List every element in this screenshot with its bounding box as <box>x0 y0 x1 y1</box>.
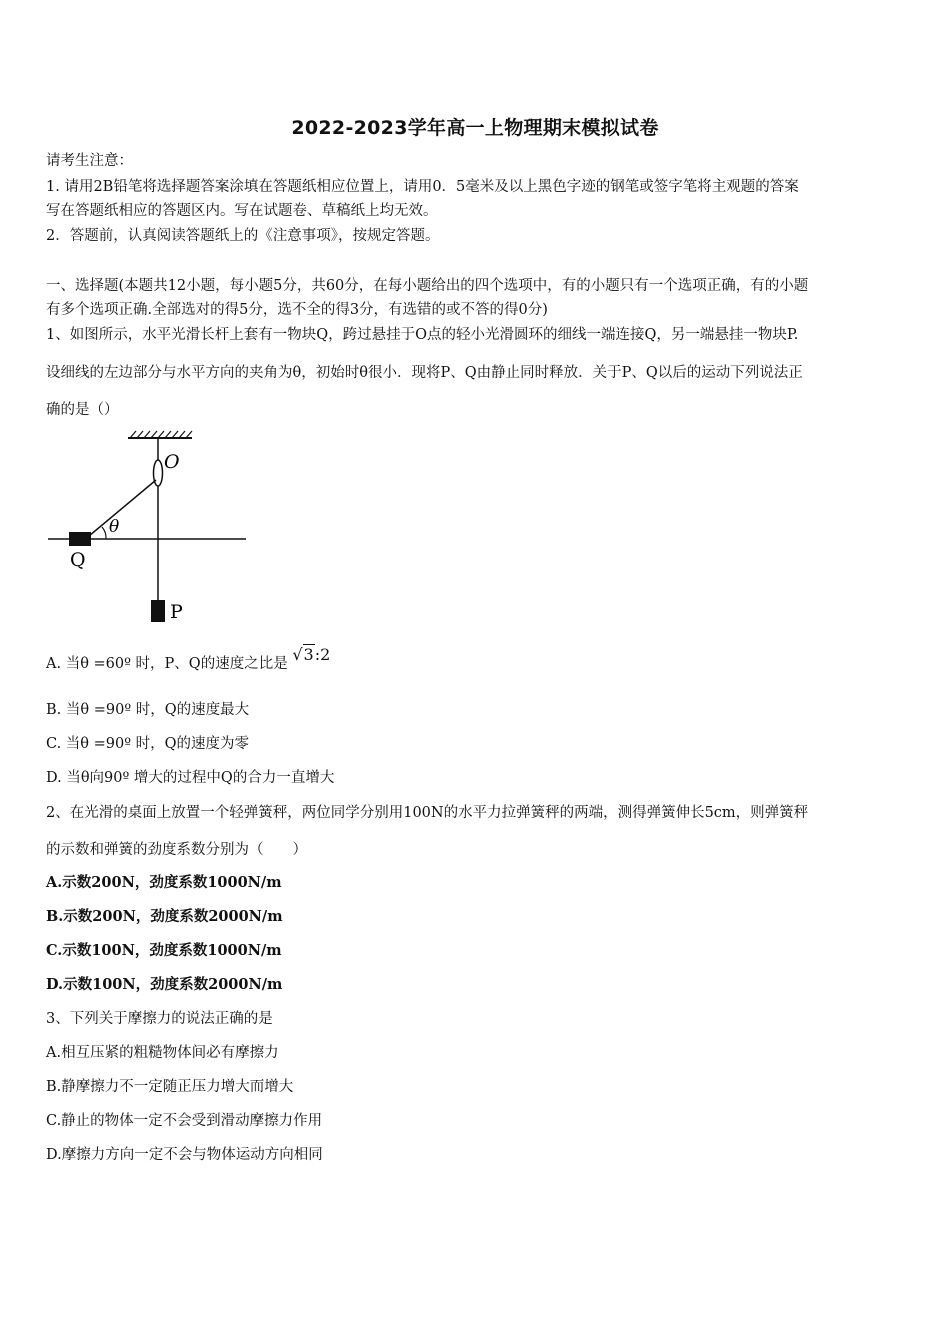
option-a-text: A. 当θ =60º 时，P、Q的速度之比是 <box>46 656 288 672</box>
notice-item-1-line-1: 1. 请用2B铅笔将选择题答案涂填在答题纸相应位置上，请用0．5毫米及以上黑色字迹的钢笔或签字笔将主观题的答案 <box>46 179 799 195</box>
page-title: 2022-2023学年高一上物理期末模拟试卷 <box>291 117 659 139</box>
question-3-option-a: A.相互压紧的粗糙物体间必有摩擦力 <box>46 1045 279 1061</box>
ring <box>154 460 163 486</box>
question-3-option-b: B.静摩擦力不一定随正压力增大而增大 <box>46 1079 294 1095</box>
question-1-option-c: C. 当θ =90º 时，Q的速度为零 <box>46 736 250 752</box>
ratio-rest: :2 <box>314 645 331 664</box>
question-2-stem-line-1: 2、在光滑的桌面上放置一个轻弹簧秤，两位同学分别用100N的水平力拉弹簧秤的两端，测得弹簧伸长5cm，则弹簧秤 <box>46 805 809 821</box>
question-2-option-d: D.示数100N，劲度系数2000N/m <box>46 976 283 993</box>
question-3-stem: 3、下列关于摩擦力的说法正确的是 <box>46 1011 273 1027</box>
label-theta: θ <box>109 517 120 537</box>
question-2-stem-line-2: 的示数和弹簧的劲度系数分别为（ ） <box>46 842 307 858</box>
ceiling-hatching <box>130 431 192 438</box>
sqrt-ratio: √3:2 <box>292 645 331 664</box>
question-1-option-b: B. 当θ =90º 时，Q的速度最大 <box>46 702 250 718</box>
question-1-stem-line-1: 1、如图所示，水平光滑长杆上套有一物块Q，跨过悬挂于O点的轻小光滑圆环的细线一端连接Q，另一端悬挂一物块P. <box>46 327 799 343</box>
block-q <box>69 532 91 546</box>
label-o: O <box>164 451 180 473</box>
label-q: Q <box>70 549 86 571</box>
label-p: P <box>170 601 183 623</box>
question-1-option-d: D. 当θ向90º 增大的过程中Q的合力一直增大 <box>46 770 335 786</box>
sqrt-radicand: 3 <box>303 645 314 664</box>
notice-item-1-line-2: 写在答题纸相应的答题区内。写在试题卷、草稿纸上均无效。 <box>46 203 438 219</box>
question-2-option-b: B.示数200N，劲度系数2000N/m <box>46 908 283 925</box>
question-1-stem-line-2: 设细线的左边部分与水平方向的夹角为θ，初始时θ很小．现将P、Q由静止同时释放．关于P、Q以后的运动下列说法正 <box>46 365 803 381</box>
question-2-option-c: C.示数100N，劲度系数1000N/m <box>46 942 282 959</box>
string-to-q <box>89 480 156 536</box>
section-instructions-line-1: 一、选择题(本题共12小题，每小题5分，共60分，在每小题给出的四个选项中，有的小题只有一个选项正确，有的小题 <box>46 278 809 294</box>
block-p <box>151 600 165 622</box>
pulley-diagram <box>44 428 254 628</box>
question-3-option-d: D.摩擦力方向一定不会与物体运动方向相同 <box>46 1147 323 1163</box>
question-1-stem-line-3: 确的是（） <box>46 402 119 418</box>
angle-arc <box>102 527 106 539</box>
notice-heading: 请考生注意： <box>46 153 133 169</box>
section-instructions-line-2: 有多个选项正确.全部选对的得5分，选不全的得3分，有选错的或不答的得0分) <box>46 302 548 318</box>
notice-item-2: 2．答题前，认真阅读答题纸上的《注意事项》，按规定答题。 <box>46 228 440 244</box>
question-1-option-a <box>46 645 908 674</box>
question-3-option-c: C.静止的物体一定不会受到滑动摩擦力作用 <box>46 1113 323 1129</box>
question-2-option-a: A.示数200N，劲度系数1000N/m <box>46 874 282 891</box>
